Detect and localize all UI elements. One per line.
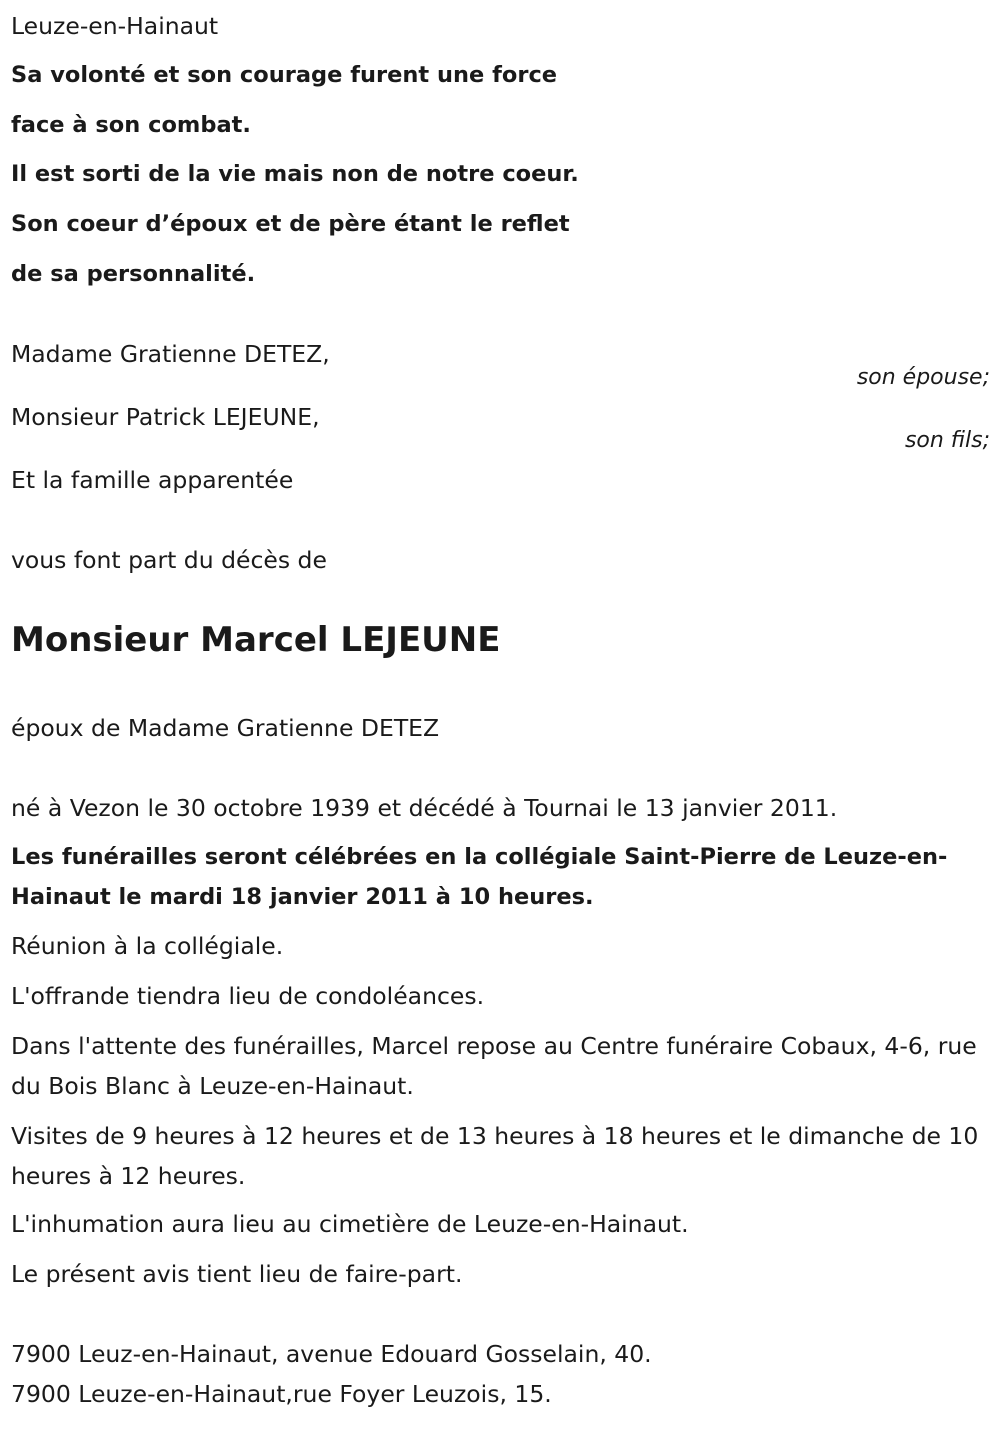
visits-paragraph: Visites de 9 heures à 12 heures et de 13 heures à 18 heures et le dimanche de 10 heures à 12 heures. xyxy=(11,1122,979,1190)
notice-line: Le présent avis tient lieu de faire-part. xyxy=(11,1260,463,1288)
poem-line: de sa personnalité. xyxy=(11,261,256,287)
son-name: Monsieur Patrick LEJEUNE, xyxy=(11,403,320,431)
relatives-line: Et la famille apparentée xyxy=(11,466,294,494)
address-line: 7900 Leuze-en-Hainaut,rue Foyer Leuzois, 15. xyxy=(11,1380,552,1408)
son-relation: son fils; xyxy=(904,428,990,453)
spouse-relation: son épouse; xyxy=(856,365,990,390)
burial-line: L'inhumation aura lieu au cimetière de Leuze-en-Hainaut. xyxy=(11,1210,689,1238)
spouse-name: Madame Gratienne DETEZ, xyxy=(11,340,330,368)
offering-line: L'offrande tiendra lieu de condoléances. xyxy=(11,982,485,1010)
poem-line: Son coeur d’époux et de père étant le reflet xyxy=(11,211,570,237)
location-heading: Leuze-en-Hainaut xyxy=(11,12,219,40)
announcement-line: vous font part du décès de xyxy=(11,546,327,574)
poem-line: Il est sorti de la vie mais non de notre coeur. xyxy=(11,161,579,187)
meeting-line: Réunion à la collégiale. xyxy=(11,932,284,960)
spouse-of-line: époux de Madame Gratienne DETEZ xyxy=(11,714,440,742)
poem-line: face à son combat. xyxy=(11,112,251,138)
poem-line: Sa volonté et son courage furent une force xyxy=(11,62,558,88)
rest-place-paragraph: Dans l'attente des funérailles, Marcel repose au Centre funéraire Cobaux, 4-6, rue du Bois Blanc à Leuze-en-Hainaut. xyxy=(11,1032,977,1100)
deceased-name: Monsieur Marcel LEJEUNE xyxy=(11,620,501,660)
birth-death-line: né à Vezon le 30 octobre 1939 et décédé à Tournai le 13 janvier 2011. xyxy=(11,794,838,822)
address-line: 7900 Leuz-en-Hainaut, avenue Edouard Gosselain, 40. xyxy=(11,1340,652,1368)
funeral-details: Les funérailles seront célébrées en la collégiale Saint-Pierre de Leuze-en-Hainaut le mardi 18 janvier 2011 à 10 heures. xyxy=(11,844,948,910)
